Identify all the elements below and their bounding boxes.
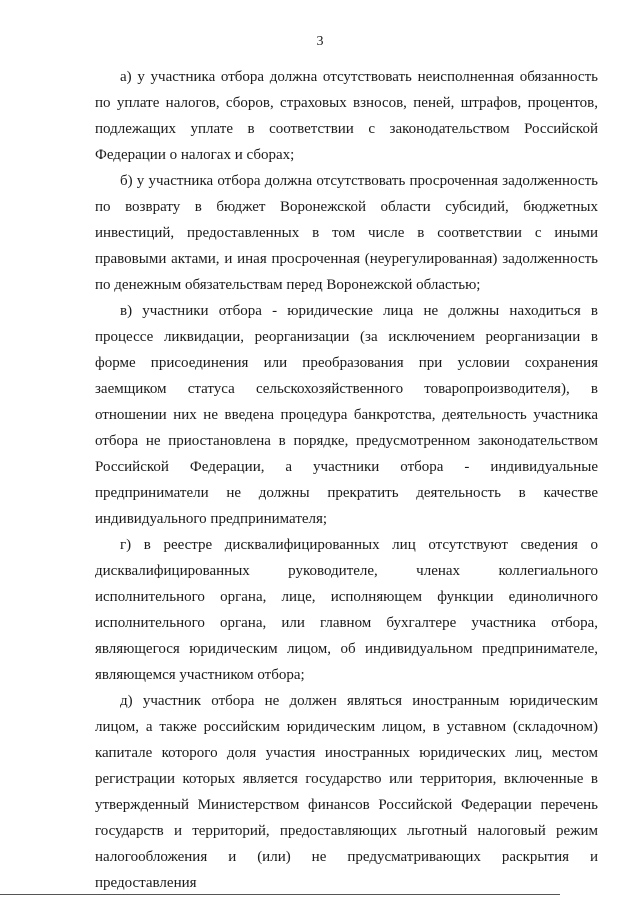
paragraph-v: в) участники отбора - юридические лица не должны находиться в процессе ликвидации, реорганизации (за исключением реорганизации в форме присоединения или преобразования при условии сохранения заемщиком статуса сельскохозяйственного товаропроизводителя), в отношении них не введена процедура банкротства, деятельность участника отбора не приостановлена в порядке, предусмотренном законодательством Российской Федерации, а участники отбора - индивидуальные предприниматели не должны прекратить деятельность в качестве индивидуального предпринимателя; — [95, 303, 598, 527]
paragraph-b: б) у участника отбора должна отсутствовать просроченная задолженность по возврату в бюджет Воронежской области субсидий, бюджетных инвестиций, предоставленных в том числе в соответствии с иными правовыми актами, и иная просроченная (неурегулированная) задолженность по денежным обязательствам перед Воронежской областью; — [95, 173, 598, 293]
document-body — [95, 64, 598, 896]
paragraph-d: д) участник отбора не должен являться иностранным юридическим лицом, а также российским юридическим лицом, в уставном (складочном) капитале которого доля участия иностранных юридических лиц, местом регистрации которых является государство или территория, включенные в утвержденный Министерством финансов Российской Федерации перечень государств и территорий, предоставляющих льготный налоговый режим налогообложения и (или) не предусматривающих раскрытия и предоставления — [95, 693, 598, 891]
paragraph-g: г) в реестре дисквалифицированных лиц отсутствуют сведения о дисквалифицированных руководителе, членах коллегиального исполнительного органа, лице, исполняющем функции единоличного исполнительного органа, или главном бухгалтере участника отбора, являющегося юридическим лицом, об индивидуальном предпринимателе, являющемся участником отбора; — [95, 537, 598, 683]
paragraph-a: а) у участника отбора должна отсутствовать неисполненная обязанность по уплате налогов, сборов, страховых взносов, пеней, штрафов, процентов, подлежащих уплате в соответствии с законодательством Российской Федерации о налогах и сборах; — [95, 69, 598, 163]
page-bottom-divider — [0, 894, 560, 895]
page-number: 3 — [316, 34, 324, 49]
